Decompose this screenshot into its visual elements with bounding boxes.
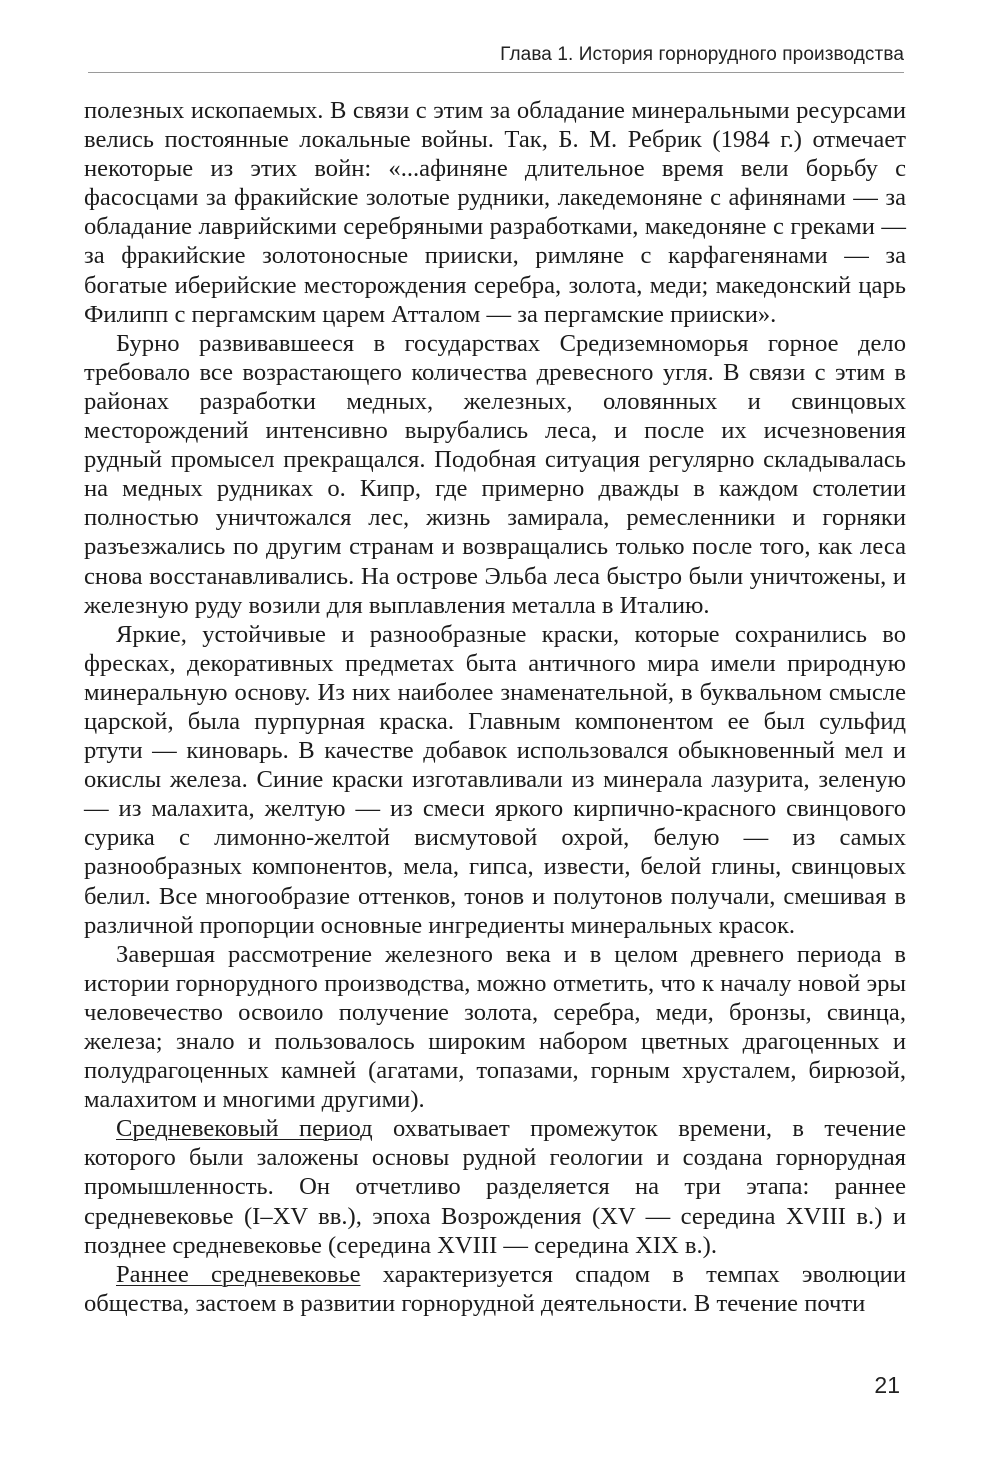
paragraph-6-text: характеризуется спадом в темпах эволюции общества, застоем в развитии горнорудной деятельности. В течение почти — [84, 1260, 906, 1317]
page-number: 21 — [874, 1372, 900, 1398]
term-medieval-period: Средневековый период — [116, 1115, 373, 1143]
paragraph-2: Бурно развивавшееся в государствах Средиземноморья горное дело требовало все возрастающего количества древесного угля. В связи с этим в районах разработки медных, железных, оловянных и свинцовых месторождений интенсивно вырубались леса, и после их исчезновения рудный промысел прекращался. Подобная ситуация регулярно складывалась на медных рудниках о. Кипр, где примерно дважды в каждом столетии полностью уничтожался лес, жизнь замирала, ремесленники и горняки разъезжались по другим странам и возвращались только после того, как леса снова восстанавливались. На острове Эльба леса быстро были уничтожены, и железную руду возили для выплавления металла в Италию. — [84, 329, 906, 619]
term-early-middle-ages: Раннее средневековье — [116, 1260, 361, 1288]
paragraph-5 — [84, 1114, 906, 1259]
header-rule — [88, 72, 904, 73]
paragraph-4: Завершая рассмотрение железного века и в целом древнего периода в истории горнорудного производства, можно отметить, что к началу новой эры человечество освоило получение золота, серебра, меди, бронзы, свинца, железа; знало и пользовалось широким набором цветных драгоценных и полудрагоценных камней (агатами, топазами, горным хрусталем, бирюзой, малахитом и многими другими). — [84, 940, 906, 1114]
paragraph-1: полезных ископаемых. В связи с этим за обладание минеральными ресурсами велись постоянные локальные войны. Так, Б. М. Ребрик (1984 г.) отмечает некоторые из этих войн: «...афиняне длительное время вели борьбу с фасосцами за фракийские золотые рудники, лакедемоняне с афинянами — за обладание лаврийскими серебряными разработками, македоняне с греками — за фракийские золотоносные прииски, римляне с карфагенянами — за богатые иберийские месторождения серебра, золота, меди; македонский царь Филипп с пергамским царем Атталом — за пергамские прииски». — [84, 97, 906, 328]
paragraph-5-text: охватывает промежуток времени, в течение которого были заложены основы рудной геологии и создана горнорудная промышленность. Он отчетливо разделяется на три этапа: раннее средневековье (I–XV вв.), эпоха Возрождения (XV — середина XVIII в.) и позднее средневековье (середина XVIII — середина XIX в.). — [84, 1115, 906, 1259]
body-text — [84, 96, 906, 1318]
paragraph-6 — [84, 1260, 906, 1318]
running-head: Глава 1. История горнорудного производства — [500, 44, 904, 65]
paragraph-3: Яркие, устойчивые и разнообразные краски, которые сохранились во фресках, декоративных предметах быта античного мира имели природную минеральную основу. Из них наиболее знаменательной, в буквальном смысле царской, была пурпурная краска. Главным компонентом ее был сульфид ртути — киноварь. В качестве добавок использовался обыкновенный мел и окислы железа. Синие краски изготавливали из минерала лазурита, зеленую — из малахита, желтую — из смеси яркого кирпично-красного свинцового сурика с лимонно-желтой висмутовой охрой, белую — из самых разнообразных компонентов, мела, гипса, извести, белой глины, свинцовых белил. Все многообразие оттенков, тонов и полутонов получали, смешивая в различной пропорции основные ингредиенты минеральных красок. — [84, 620, 906, 939]
